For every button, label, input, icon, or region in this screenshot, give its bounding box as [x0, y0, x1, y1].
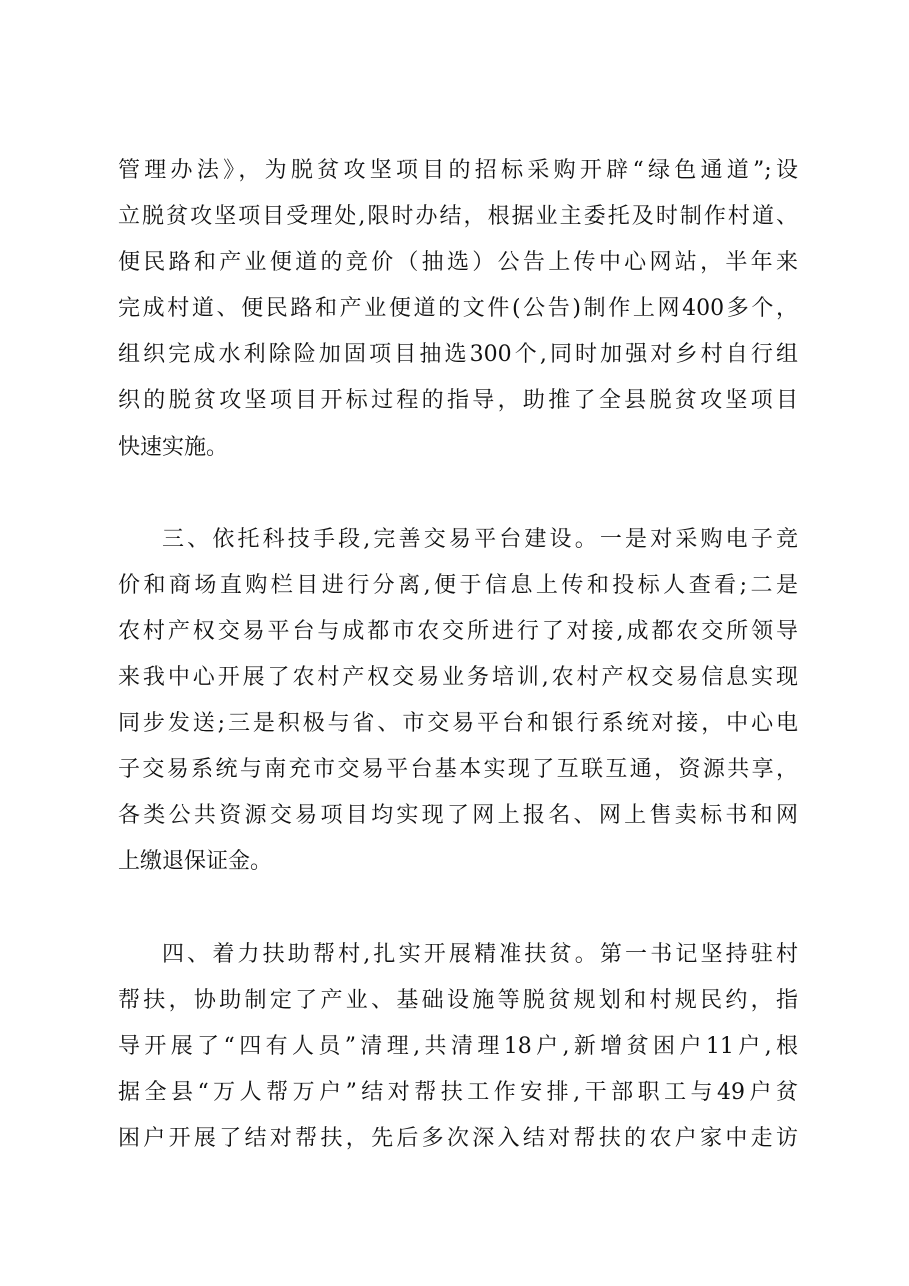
text-line: 立脱贫攻坚项目受理处,限时办结，根据业主委托及时制作村道、: [118, 204, 798, 230]
text-line: 便民路和产业便道的竞价（抽选）公告上传中心网站，半年来: [118, 250, 798, 276]
paragraph-gap: [118, 886, 798, 932]
text-line: 组织完成水利除险加固项目抽选300个,同时加强对乡村自行组: [118, 342, 798, 368]
paragraph-heading-line: 三、依托科技手段,完善交易平台建设。一是对采购电子竞: [162, 526, 798, 552]
paragraph-heading-line: 四、着力扶助帮村,扎实开展精准扶贫。第一书记坚持驻村: [162, 941, 798, 967]
text-line: 困户开展了结对帮扶，先后多次深入结对帮扶的农户家中走访: [118, 1125, 798, 1151]
text-line: 导开展了“四有人员”清理,共清理18户,新增贫困户11户,根: [118, 1033, 798, 1059]
text-line: 同步发送;三是积极与省、市交易平台和银行系统对接，中心电: [118, 711, 798, 737]
text-line: 完成村道、便民路和产业便道的文件(公告)制作上网400多个，: [118, 296, 798, 322]
text-line: 快速实施。: [118, 434, 229, 460]
document-body: [118, 148, 798, 1162]
text-line: 上缴退保证金。: [118, 849, 273, 875]
text-line: 来我中心开展了农村产权交易业务培训,农村产权交易信息实现: [118, 665, 798, 691]
paragraph-gap: [118, 471, 798, 517]
text-line: 农村产权交易平台与成都市农交所进行了对接,成都农交所领导: [118, 618, 798, 644]
text-line: 各类公共资源交易项目均实现了网上报名、网上售卖标书和网: [118, 803, 798, 829]
text-line: 价和商场直购栏目进行分离,便于信息上传和投标人查看;二是: [118, 572, 798, 598]
text-line: 据全县“万人帮万户”结对帮扶工作安排,干部职工与49户贫: [118, 1079, 798, 1105]
text-line: 织的脱贫攻坚项目开标过程的指导，助推了全县脱贫攻坚项目: [118, 388, 798, 414]
text-line: 帮扶，协助制定了产业、基础设施等脱贫规划和村规民约，指: [118, 987, 798, 1013]
text-line: 子交易系统与南充市交易平台基本实现了互联互通，资源共享，: [118, 757, 798, 783]
text-line: 管理办法》，为脱贫攻坚项目的招标采购开辟“绿色通道”;设: [118, 158, 798, 183]
